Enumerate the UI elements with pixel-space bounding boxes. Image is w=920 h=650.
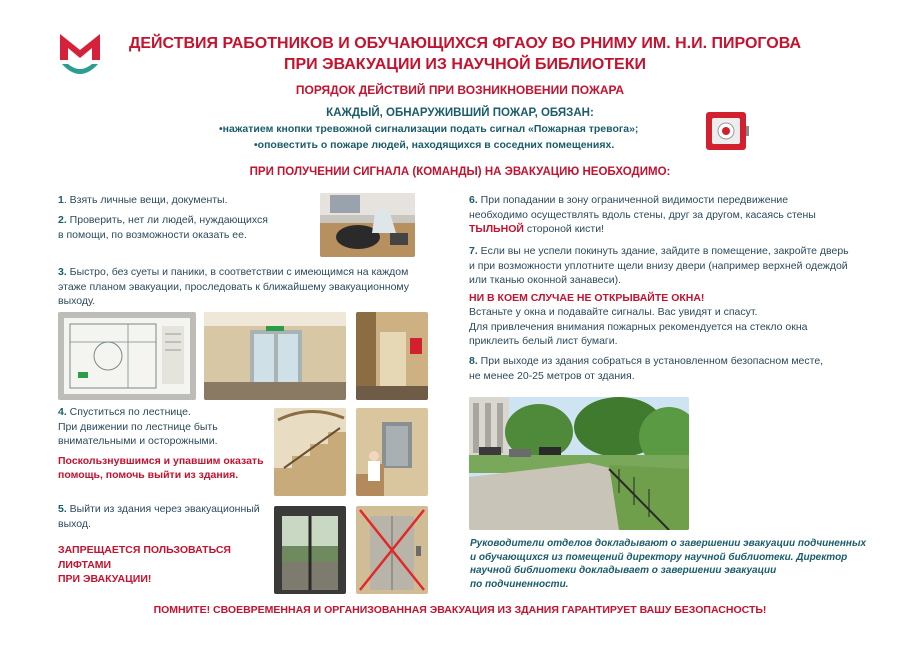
step-text: необходимо осуществлять вдоль стены, друг за другом, касаясь стены: [469, 208, 816, 221]
signal-heading: ПРИ ПОЛУЧЕНИИ СИГНАЛА (КОМАНДЫ) НА ЭВАКУАЦИЮ НЕОБХОДИМО:: [249, 166, 671, 178]
section-title: ПОРЯДОК ДЕЙСТВИЙ ПРИ ВОЗНИКНОВЕНИИ ПОЖАРА: [295, 83, 625, 97]
step-text: При выходе из здания собраться в установленном безопасном месте,: [477, 355, 824, 367]
step-text: или тканью оконной занавеси).: [469, 274, 622, 286]
step-text: в помощи, по возможности оказать ее.: [58, 228, 247, 241]
step-number: 4.: [58, 406, 67, 418]
page-title-line2: ПРИ ЭВАКУАЦИИ ИЗ НАУЧНОЙ БИБЛИОТЕКИ: [283, 56, 646, 73]
fire-bullet-2: •оповестить о пожаре людей, находящихся в соседних помещениях.: [254, 139, 615, 151]
step-7: [469, 244, 879, 349]
step-number: 1: [58, 194, 64, 206]
fire-alarm-button-icon: [704, 110, 750, 154]
step-number: 7.: [469, 245, 478, 257]
step-text: этаже планом эвакуации, проследовать к ближайшему эвакуационному: [58, 280, 409, 293]
step-number: 6.: [469, 194, 478, 206]
step-1: [58, 193, 318, 208]
assembly-area-photo: [469, 397, 689, 530]
step-text: внимательными и осторожными.: [58, 435, 218, 447]
elevator-warning: ЗАПРЕЩАЕТСЯ ПОЛЬЗОВАТЬСЯ ЛИФТАМИ: [58, 544, 231, 571]
report-line: по подчиненности.: [470, 578, 569, 590]
window-warning: НИ В КОЕМ СЛУЧАЕ НЕ ОТКРЫВАЙТЕ ОКНА!: [469, 291, 705, 304]
corridor-photo: [356, 312, 428, 400]
university-logo: [58, 28, 102, 82]
step-4: [58, 405, 268, 483]
step-8: [469, 354, 879, 383]
step-warning: Поскользнувшимся и упавшим оказать: [58, 454, 264, 467]
step-text: При движении по лестнице быть: [58, 420, 218, 433]
step-text: стороной кисти!: [523, 223, 605, 235]
step-text: Выйти из здания через эвакуационный: [66, 503, 260, 515]
step-emphasis: ТЫЛЬНОЙ: [469, 223, 524, 235]
step-5: [58, 502, 268, 587]
hallway-door-photo: [204, 312, 346, 400]
step-text: и при возможности уплотните щели внизу двери (например верхней одеждой: [469, 259, 848, 272]
elevator-warning: ПРИ ЭВАКУАЦИИ!: [58, 573, 152, 585]
footer-note: ПОМНИТЕ! СВОЕВРЕМЕННАЯ И ОРГАНИЗОВАННАЯ ЭВАКУАЦИЯ ИЗ ЗДАНИЯ ГАРАНТИРУЕТ ВАШУ БЕЗОПАСНОСТЬ!: [153, 604, 767, 616]
elevator-crossed-photo: [356, 506, 428, 594]
step-3: [58, 265, 438, 309]
step-number: 8.: [469, 355, 478, 367]
step-text: Быстро, без суеты и паники, в соответствии с имеющимся на каждом: [66, 266, 409, 278]
step-text: Спуститься по лестнице.: [66, 406, 191, 418]
step-text: При попадании в зону ограниченной видимости передвижение: [477, 194, 789, 206]
page-title: [110, 33, 820, 75]
step-text: Проверить, нет ли людей, нуждающихся: [66, 214, 268, 226]
step-2: [58, 213, 318, 242]
belongings-photo: [320, 193, 415, 257]
step-6: [469, 193, 869, 237]
exit-door-photo: [274, 506, 346, 594]
step-number: 3.: [58, 266, 67, 278]
step-text: Для привлечения внимания пожарных рекомендуется на стекло окна: [469, 320, 808, 333]
step-text: приклеить белый лист бумаги.: [469, 335, 618, 347]
evacuation-plan-photo: [58, 312, 196, 400]
step-number: 2.: [58, 214, 67, 226]
step-text: не менее 20-25 метров от здания.: [469, 369, 635, 382]
report-line: Руководители отделов докладывают о завершении эвакуации подчиненных: [470, 538, 867, 549]
stairwell-photo: [356, 408, 428, 496]
staircase-photo: [274, 408, 346, 496]
step-text: . Взять личные вещи, документы.: [63, 194, 228, 206]
step-text: Если вы не успели покинуть здание, зайдите в помещение, закройте дверь: [477, 245, 849, 257]
fire-heading: КАЖДЫЙ, ОБНАРУЖИВШИЙ ПОЖАР, ОБЯЗАН:: [326, 107, 594, 119]
step-number: 5.: [58, 503, 67, 515]
step-text: выходу.: [58, 295, 96, 307]
step-warning: помощь, помочь выйти из здания.: [58, 469, 239, 481]
step-text: выход.: [58, 517, 91, 530]
step-text: Встаньте у окна и подавайте сигналы. Вас увидят и спасут.: [469, 306, 758, 318]
page-title-line1: ДЕЙСТВИЯ РАБОТНИКОВ И ОБУЧАЮЩИХСЯ ФГАОУ ВО РНИМУ ИМ. Н.И. ПИРОГОВА: [128, 35, 802, 52]
report-note: [470, 537, 890, 591]
report-line: научной библиотеки докладывает о завершении эвакуации: [470, 565, 777, 576]
fire-bullet-1: •нажатием кнопки тревожной сигнализации подать сигнал «Пожарная тревога»;: [219, 123, 639, 135]
report-line: и обучающихся из помещений директору научной библиотеки. Директор: [470, 551, 848, 563]
